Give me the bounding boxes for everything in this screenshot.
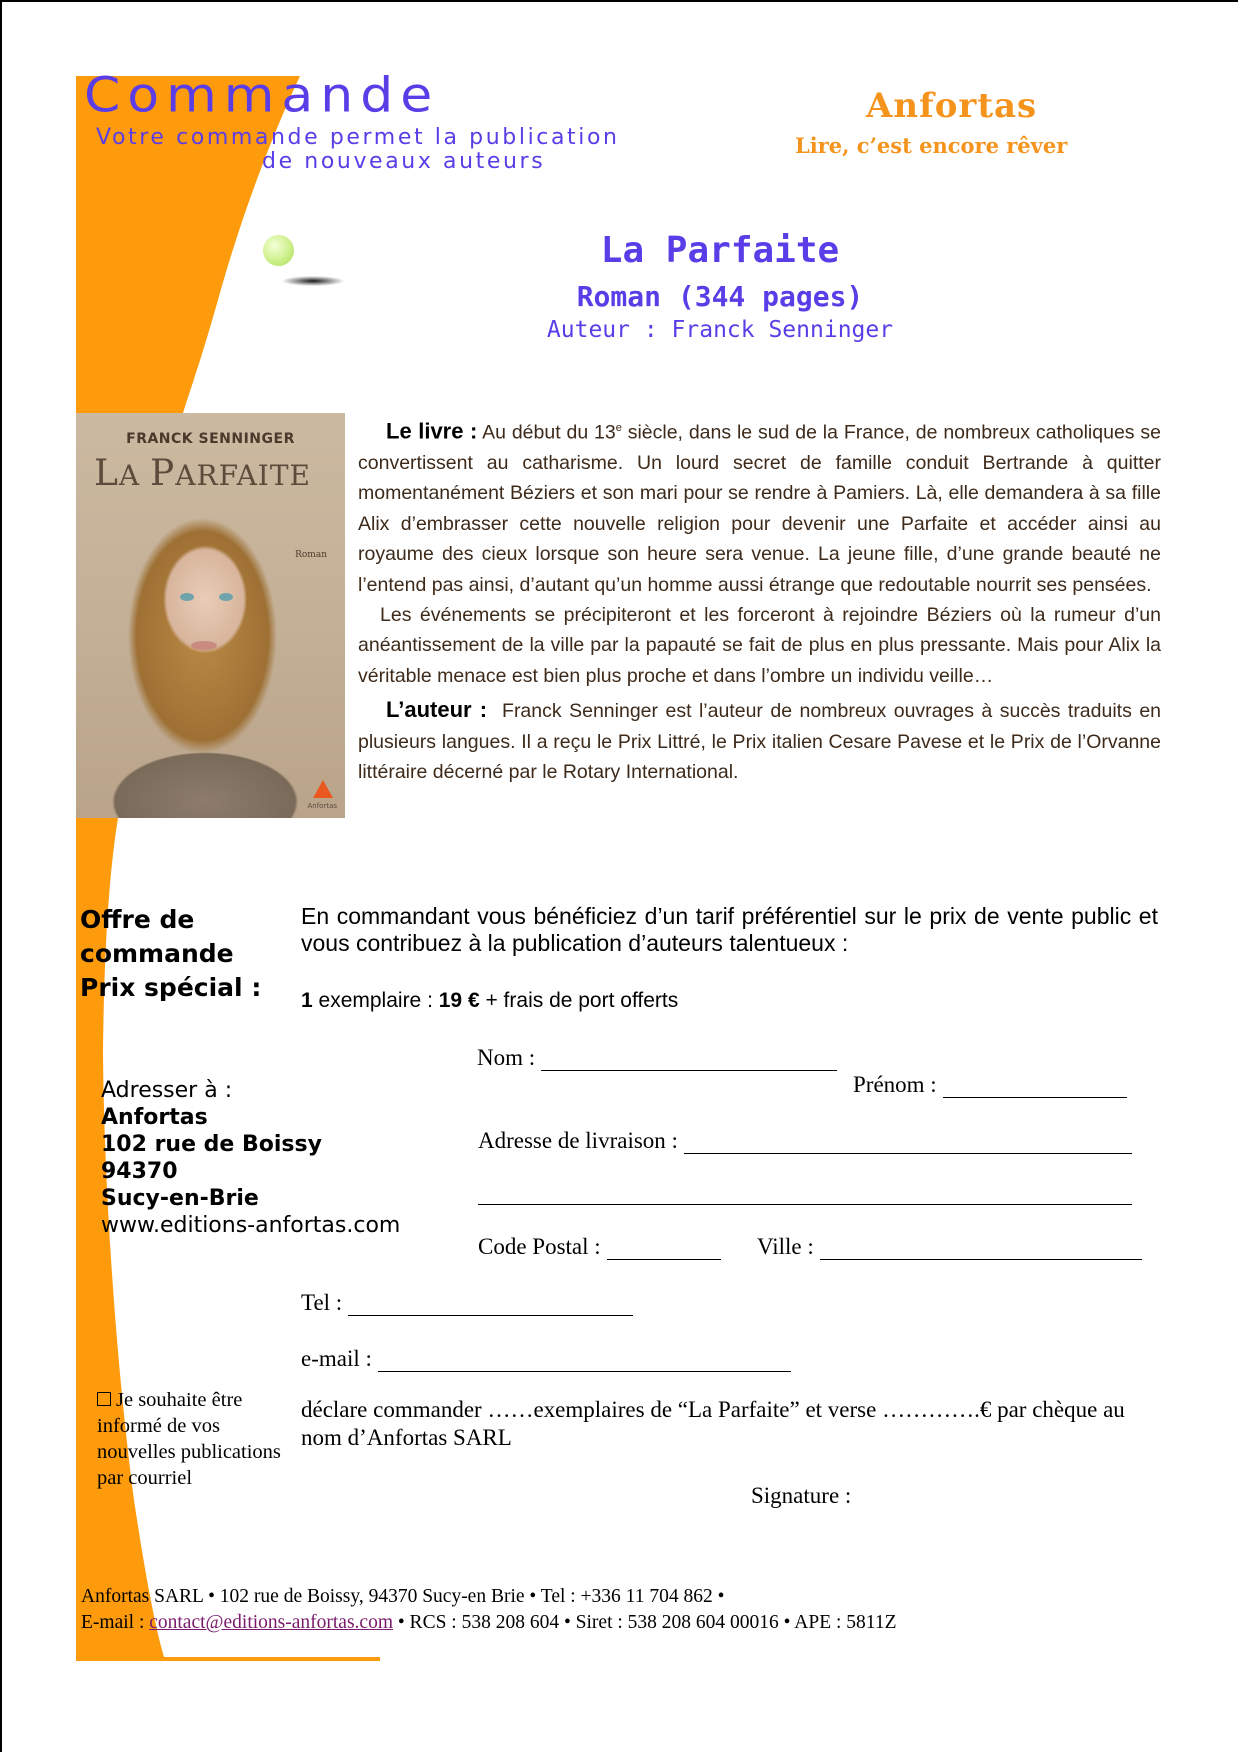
email-field: e-mail : <box>301 1346 791 1372</box>
subtitle-line-2: de nouveaux auteurs <box>262 149 546 174</box>
cover-genre: Roman <box>295 550 327 560</box>
order-declaration: déclare commander ……exemplaires de “La Parfaite” et verse ………….€ par chèque au nom d’Anfortas SARL <box>301 1397 1125 1450</box>
website-link[interactable]: www.editions-anfortas.com <box>101 1213 401 1238</box>
footer-line-1: Anfortas SARL • 102 rue de Boissy, 94370 Sucy-en Brie • Tel : +336 11 704 862 • <box>81 1586 725 1607</box>
book-author: Auteur : Franck Senninger <box>546 317 894 343</box>
adresse-field: Adresse de livraison : <box>478 1128 1132 1154</box>
cover-eye-right <box>219 593 233 601</box>
code-postal-field: Code Postal : <box>478 1234 721 1260</box>
adresse-input[interactable] <box>684 1135 1132 1154</box>
nom-input[interactable] <box>541 1052 837 1071</box>
offer-heading: Offre de commande Prix spécial : <box>80 905 262 1002</box>
cover-publisher: Anfortas <box>307 802 337 810</box>
offer-text: En commandant vous bénéficiez d’un tarif préférentiel sur le prix de vente public et vous contribuez à la publication d’auteurs talentueux : <box>301 903 1158 956</box>
newsletter-optin <box>97 1387 287 1491</box>
book-genre-pages: Roman (344 pages) <box>576 280 864 313</box>
adresse-input-2[interactable] <box>478 1186 1132 1205</box>
newsletter-optin-label: Je souhaite être informé de vos nouvelles publications par courriel <box>97 1389 281 1489</box>
green-ball-icon <box>263 235 294 266</box>
footer <box>81 1584 896 1636</box>
footer-email-link[interactable]: contact@editions-anfortas.com <box>149 1612 393 1633</box>
ball-shadow-icon <box>282 276 344 286</box>
subtitle-line-1: Votre commande permet la publication <box>96 125 620 150</box>
footer-line-2: E-mail : contact@editions-anfortas.com • RCS : 538 208 604 • Siret : 538 208 604 00016 • APE : 5811Z <box>81 1612 897 1633</box>
book-description: Le livre : Au début du 13e siècle, dans le sud de la France, de nombreux catholiques se convertissent au catharisme. Un lourd secret de famille conduit Bertrande à quitter momentanément Béziers et son mari pour se rendre à Pamiers. Là, elle demandera à sa fille Alix d’embrasser cette nouvelle religion pour devenir une Parfaite et accéder ainsi au royaume des cieux lorsque son heure sera venue. La jeune fille, d’une grande beauté ne l’entend pas ainsi, d’autant qu’un homme aussi étrange que redoutable nourrit ses pensées. Les événements se précipiteront et les forceront à rejoindre Béziers où la rumeur d’un anéantissement de la ville par la papauté se fait de plus en plus pressante. Mais pour Alix la véritable menace est bien plus proche et dans l’ombre un individu veille… L’auteur : Franck Senninger est l’auteur de nombreux ouvrages à succès traduits en plusieurs langues. Il a reçu le Prix Littré, le Prix italien Cesare Pavese et le Prix de l’Orvanne littéraire décerné par le Rotary International. <box>358 418 1162 783</box>
book-description-2: Les événements se précipiteront et les forceront à rejoindre Béziers où la rumeur d’un anéantissement de la ville par la papauté se fait de plus en plus pressante. Mais pour Alix la véritable menace est bien plus proche et dans l’ombre un individu veille… <box>358 603 1161 687</box>
cover-eye-left <box>180 593 194 601</box>
book-cover-image <box>76 413 345 818</box>
offer-price: 1 exemplaire : 19 € + frais de port offerts <box>301 989 679 1012</box>
code-postal-input[interactable] <box>607 1241 721 1260</box>
nom-field: Nom : <box>477 1045 837 1071</box>
signature-label: Signature : <box>751 1483 852 1508</box>
book-label: Le livre : <box>386 418 478 444</box>
author-bio: Franck Senninger est l’auteur de nombreux ouvrages à succès traduits en plusieurs langues. Il a reçu le Prix Littré, le Prix italien Cesare Pavese et le Prix de l’Orvanne littéraire décerné par le Rotary International. <box>358 700 1162 783</box>
book-title: La Parfaite <box>600 230 840 271</box>
adresse-line-2 <box>478 1186 1132 1205</box>
page-title: Commande <box>84 68 440 124</box>
ville-field: Ville : <box>757 1234 1142 1260</box>
cover-author: FRANCK SENNINGER <box>126 431 295 447</box>
cover-lips <box>191 641 217 650</box>
author-label: L’auteur : <box>386 697 488 723</box>
prenom-input[interactable] <box>943 1079 1127 1098</box>
publisher-logo-icon <box>313 780 333 798</box>
cover-title: LA PARFAITE <box>94 453 311 494</box>
prenom-field: Prénom : <box>853 1072 1127 1098</box>
mailing-address: Adresser à : Anfortas 102 rue de Boissy 94370 Sucy-en-Brie www.editions-anfortas.com <box>101 1078 401 1238</box>
ville-input[interactable] <box>820 1241 1142 1260</box>
brand-name: Anfortas <box>866 86 1038 126</box>
tel-input[interactable] <box>348 1297 633 1316</box>
newsletter-checkbox[interactable] <box>97 1392 111 1406</box>
tel-field: Tel : <box>301 1290 633 1316</box>
brand-tagline: Lire, c’est encore rêver <box>795 133 1068 158</box>
email-input[interactable] <box>378 1353 791 1372</box>
